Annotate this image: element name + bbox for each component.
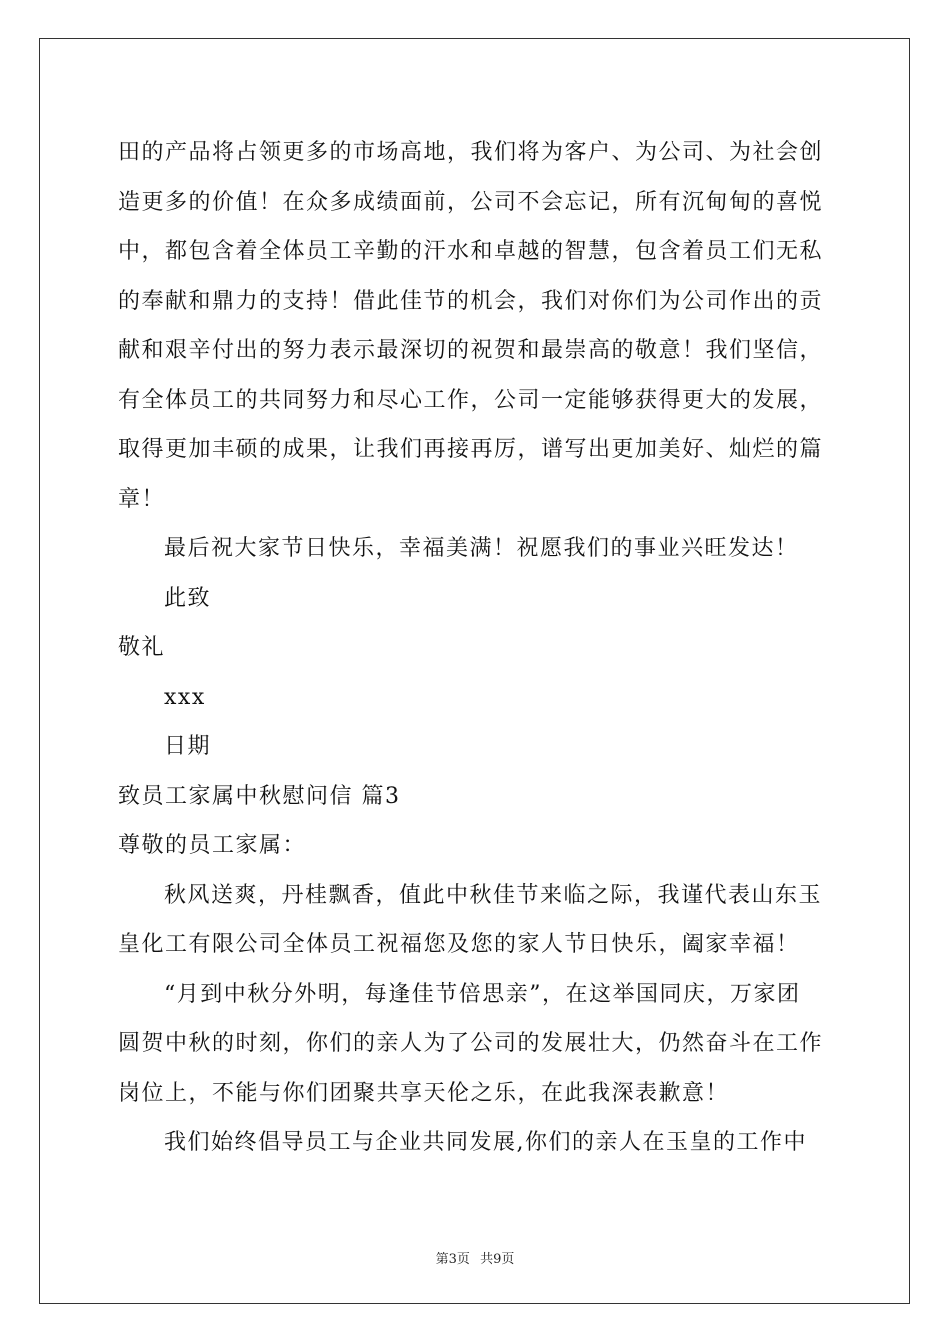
text-line: 尊敬的员工家属： xyxy=(118,833,307,858)
document-body xyxy=(118,128,838,1168)
text-line: 皇化工有限公司全体员工祝福您及您的家人节日快乐，阖家幸福！ xyxy=(118,932,800,957)
text-line: 田的产品将占领更多的市场高地，我们将为客户、为公司、为社会创 xyxy=(118,140,824,165)
text-line: 最后祝大家节日快乐，幸福美满！祝愿我们的事业兴旺发达！ xyxy=(164,536,799,561)
text-line: 中，都包含着全体员工辛勤的汗水和卓越的智慧，包含着员工们无私 xyxy=(118,239,824,264)
text-line: 日期 xyxy=(164,734,212,759)
text-line: 的奉献和鼎力的支持！借此佳节的机会，我们对你们为公司作出的贡 xyxy=(118,288,824,314)
text-line: 岗位上，不能与你们团聚共享天伦之乐，在此我深表歉意！ xyxy=(118,1080,730,1106)
text-line: 献和艰辛付出的努力表示最深切的祝贺和最崇高的敬意！我们坚信， xyxy=(118,338,824,363)
text-line: 章！ xyxy=(118,486,166,512)
text-line: 造更多的价值！在众多成绩面前，公司不会忘记，所有沉甸甸的喜悦 xyxy=(118,189,824,215)
text-line: 取得更加丰硕的成果，让我们再接再厉，谱写出更加美好、灿烂的篇 xyxy=(118,437,824,462)
total-pages-label: 共9页 xyxy=(480,1252,515,1267)
text-line: 圆贺中秋的时刻，你们的亲人为了公司的发展壮大，仍然奋斗在工作 xyxy=(118,1031,824,1056)
text-line: xxx xyxy=(164,684,206,710)
text-line: 此致 xyxy=(164,585,212,611)
text-line: 我们始终倡导员工与企业共同发展,你们的亲人在玉皇的工作中 xyxy=(164,1130,807,1155)
text-line: 致员工家属中秋慰问信 篇3 xyxy=(118,783,401,809)
current-page-label: 第3页 xyxy=(435,1252,470,1267)
page-footer xyxy=(0,1248,950,1267)
text-line: 有全体员工的共同努力和尽心工作，公司一定能够获得更大的发展， xyxy=(118,387,824,413)
text-line: 秋风送爽，丹桂飘香，值此中秋佳节来临之际，我谨代表山东玉 xyxy=(164,882,823,908)
text-line: 敬礼 xyxy=(118,635,166,660)
text-line: “月到中秋分外明，每逢佳节倍思亲”，在这举国同庆，万家团 xyxy=(164,981,801,1007)
